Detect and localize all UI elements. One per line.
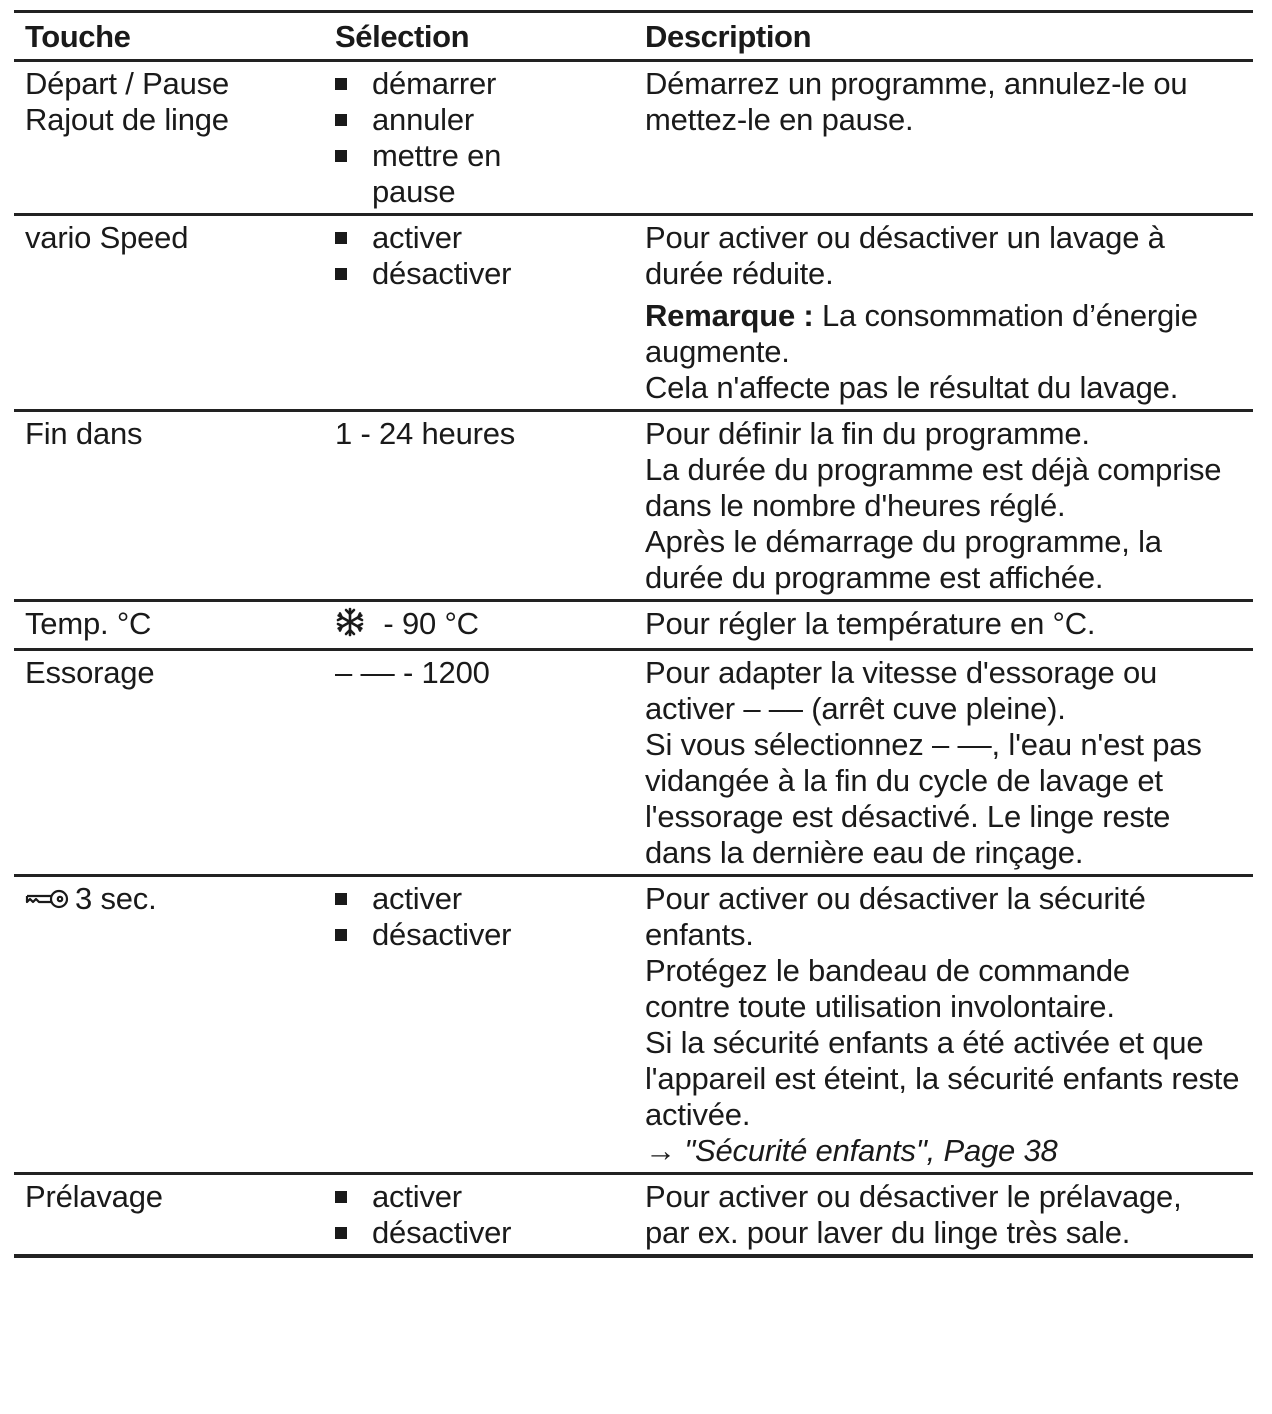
table-row (14, 601, 1253, 650)
description-cell (634, 876, 1253, 1174)
selection-range: 1 - 24 heures (335, 416, 516, 451)
key-label: 3 sec. (75, 881, 157, 916)
selection-item: activer (335, 1179, 626, 1215)
description-cell (634, 1174, 1253, 1257)
selection-item: annuler (335, 102, 626, 138)
key-cell (14, 61, 324, 215)
square-bullet-icon (335, 268, 347, 280)
description-text: Pour adapter la vitesse d'essorage ou activer – –– (arrêt cuve pleine). (645, 655, 1158, 726)
selection-range: – –– - 1200 (335, 655, 490, 690)
description-cell (634, 601, 1253, 650)
note-paragraph (645, 298, 1245, 370)
header-touche: Touche (14, 12, 324, 61)
selection-cell (324, 650, 634, 876)
selection-list (335, 220, 626, 292)
key-icon (25, 883, 69, 919)
key-cell (14, 411, 324, 601)
key-cell (14, 650, 324, 876)
square-bullet-icon (335, 1191, 347, 1203)
selection-item: activer (335, 220, 626, 256)
note-text: La consommation d’énergie augmente. (645, 298, 1198, 369)
description-text: Démarrez un programme, annulez-le ou mettez-le en pause. (645, 66, 1188, 137)
selection-item: démarrer (335, 66, 626, 102)
table-row (14, 1174, 1253, 1257)
selection-range (335, 606, 626, 645)
square-bullet-icon (335, 893, 347, 905)
description-cell (634, 411, 1253, 601)
controls-table (14, 10, 1253, 1258)
selection-list (335, 66, 626, 210)
table-row (14, 61, 1253, 215)
selection-cell (324, 876, 634, 1174)
square-bullet-icon (335, 150, 347, 162)
description-text: Pour activer ou désactiver le prélavage, par ex. pour laver du linge très sale. (645, 1179, 1182, 1250)
note-extra: Cela n'affecte pas le résultat du lavage. (645, 370, 1179, 405)
square-bullet-icon (335, 232, 347, 244)
key-label: Rajout de linge (25, 102, 229, 137)
description-text: Si vous sélectionnez – ––, l'eau n'est pas vidangée à la fin du cycle de lavage et l'essorage est désactivé. Le linge reste dans la dernière eau de rinçage. (645, 727, 1202, 870)
description-text: Pour activer ou désactiver un lavage à durée réduite. (645, 220, 1165, 291)
selection-list (335, 1179, 626, 1251)
table-row (14, 876, 1253, 1174)
table-header-row (14, 12, 1253, 61)
selection-cell (324, 601, 634, 650)
note-label: Remarque : (645, 298, 814, 333)
table-row (14, 215, 1253, 411)
selection-item: désactiver (335, 917, 626, 953)
description-cell (634, 61, 1253, 215)
square-bullet-icon (335, 1227, 347, 1239)
key-label: Départ / Pause (25, 66, 229, 101)
selection-item: désactiver (335, 256, 626, 292)
page-reference-link[interactable]: → "Sécurité enfants", Page 38 (645, 1133, 1058, 1168)
square-bullet-icon (335, 78, 347, 90)
selection-cell (324, 215, 634, 411)
selection-item: mettre en pause (335, 138, 552, 210)
description-text: Pour régler la température en °C. (645, 606, 1096, 641)
square-bullet-icon (335, 114, 347, 126)
description-cell (634, 650, 1253, 876)
key-label: Essorage (25, 655, 155, 690)
selection-cell (324, 411, 634, 601)
description-text: Protégez le bandeau de commande contre toute utilisation involontaire. (645, 953, 1130, 1024)
square-bullet-icon (335, 929, 347, 941)
key-label: vario Speed (25, 220, 189, 255)
description-text: Pour définir la fin du programme. (645, 416, 1090, 451)
key-cell (14, 601, 324, 650)
key-label: Fin dans (25, 416, 143, 451)
key-cell (14, 1174, 324, 1257)
selection-list (335, 881, 626, 953)
snowflake-icon (335, 607, 365, 645)
table-row (14, 411, 1253, 601)
key-label-wrap (25, 881, 316, 919)
key-cell (14, 215, 324, 411)
description-text: Après le démarrage du programme, la durée du programme est affichée. (645, 524, 1162, 595)
selection-cell (324, 1174, 634, 1257)
key-cell (14, 876, 324, 1174)
key-label: Temp. °C (25, 606, 152, 641)
selection-cell (324, 61, 634, 215)
temp-range-text: - 90 °C (375, 606, 479, 641)
description-cell (634, 215, 1253, 411)
description-text: Si la sécurité enfants a été activée et que l'appareil est éteint, la sécurité enfants reste activée. (645, 1025, 1240, 1132)
header-description: Description (634, 12, 1253, 61)
selection-item: activer (335, 881, 626, 917)
header-selection: Sélection (324, 12, 634, 61)
description-text: La durée du programme est déjà comprise dans le nombre d'heures réglé. (645, 452, 1222, 523)
key-label: Prélavage (25, 1179, 163, 1214)
selection-item: désactiver (335, 1215, 626, 1251)
table-row (14, 650, 1253, 876)
description-text: Pour activer ou désactiver la sécurité enfants. (645, 881, 1146, 952)
